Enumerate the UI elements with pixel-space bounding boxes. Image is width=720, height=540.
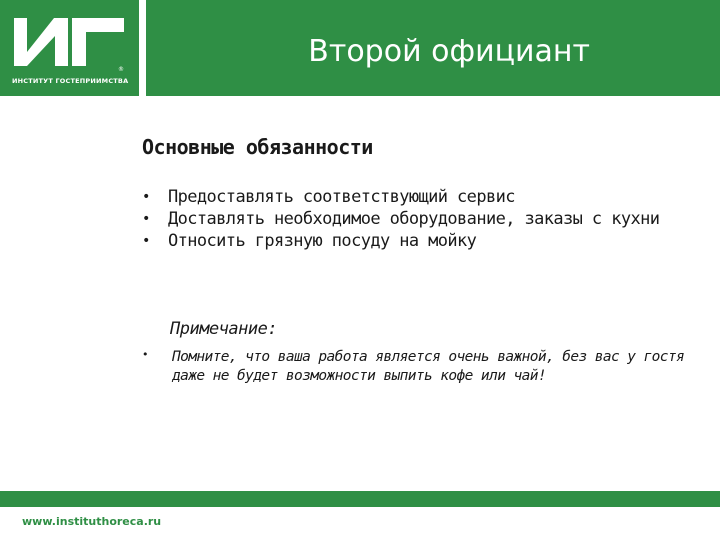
slide-title: Второй официант <box>308 34 590 69</box>
note-text: Помните, что ваша работа является очень важной, без вас у гостя даже не будет возможности выпить кофе или чай! <box>172 349 685 384</box>
list-item <box>142 232 702 251</box>
logo <box>0 0 139 96</box>
bullet-icon: • <box>142 211 150 227</box>
logo-mark-icon <box>10 12 128 68</box>
logo-caption: ИНСТИТУТ ГОСТЕПРИИМСТВА <box>12 77 129 85</box>
list-item-text: Предоставлять соответствующий сервис <box>168 187 515 207</box>
list-item-text: Относить грязную посуду на мойку <box>168 231 477 251</box>
bullet-icon: • <box>142 189 150 205</box>
bullet-icon: • <box>142 348 149 361</box>
section-heading: Основные обязанности <box>142 135 373 159</box>
list-item <box>142 188 702 207</box>
bullet-icon: • <box>142 233 150 249</box>
note-label: Примечание: <box>170 319 278 339</box>
footer-bar <box>0 491 720 507</box>
footer-url[interactable]: www.instituthoreca.ru <box>22 515 162 528</box>
list-item <box>142 210 702 229</box>
list-item-text: Доставлять необходимое оборудование, заказы с кухни <box>168 209 660 229</box>
duties-list <box>142 188 702 254</box>
logo-registered-mark: ® <box>118 66 124 73</box>
